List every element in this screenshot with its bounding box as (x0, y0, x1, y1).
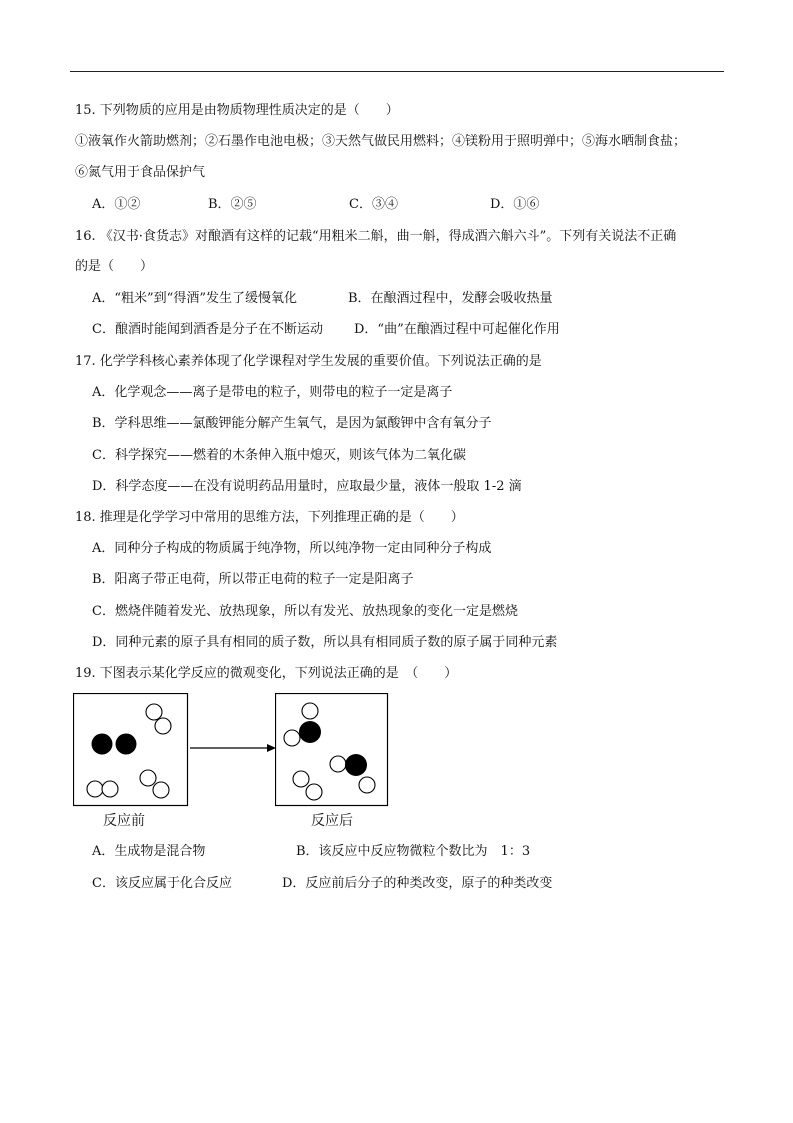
q19-option-c: C．该反应属于化合反应 (92, 876, 232, 891)
header-rule (70, 71, 724, 72)
white-atom (293, 771, 309, 787)
white-atom (140, 770, 156, 786)
q18-option-a: A．同种分子构成的物质属于纯净物，所以纯净物一定由同种分子构成 (92, 541, 492, 556)
white-atom (359, 777, 375, 793)
q17-option-b: B．学科思维——氯酸钾能分解产生氧气，是因为氯酸钾中含有氧分子 (92, 416, 492, 431)
q18-stem: 18. 推理是化学学习中常用的思维方法，下列推理正确的是（ ） (75, 510, 464, 525)
q15-items-line-cont: ⑥氮气用于食品保护气 (75, 165, 206, 180)
q15-option-b: B．②⑤ (208, 197, 257, 212)
white-atom (330, 756, 346, 772)
q15-option-a: A．①② (92, 197, 141, 212)
white-atom (284, 730, 300, 746)
q15-items-line: ①液氧作火箭助燃剂；②石墨作电池电极；③天然气做民用燃料；④镁粉用于照明弹中；⑤海水晒制食盐； (75, 134, 687, 149)
q16-option-a: A．“粗米”到“得酒”发生了缓慢氧化 (92, 291, 297, 306)
q15-stem: 15. 下列物质的应用是由物质物理性质决定的是（ ） (75, 103, 399, 118)
q19-option-b: B．该反应中反应物微粒个数比为 1：3 (296, 844, 531, 859)
q16-option-b: B．在酿酒过程中，发酵会吸收热量 (348, 291, 553, 306)
black-atom (116, 734, 137, 755)
after-reaction-diagram (275, 693, 389, 807)
white-atom (306, 784, 322, 800)
q19-option-d: D．反应前后分子的种类改变，原子的种类改变 (282, 876, 553, 891)
q15-option-c: C．③④ (349, 197, 398, 212)
black-atom (92, 734, 113, 755)
q18-option-b: B．阳离子带正电荷，所以带正电荷的粒子一定是阳离子 (92, 572, 414, 587)
q17-stem: 17. 化学学科核心素养体现了化学课程对学生发展的重要价值。下列说法正确的是 (75, 354, 542, 369)
q19-option-a: A．生成物是混合物 (92, 844, 206, 859)
white-atom (302, 703, 318, 719)
black-atom (345, 754, 367, 776)
white-atom (87, 781, 103, 797)
white-atom (153, 782, 169, 798)
before-reaction-diagram (73, 693, 189, 807)
q15-option-d: D．①⑥ (490, 197, 540, 212)
reaction-arrow (188, 741, 278, 755)
q16-option-d: D．“曲”在酿酒过程中可起催化作用 (354, 322, 560, 337)
q17-option-c: C．科学探究——燃着的木条伸入瓶中熄灭，则该气体为二氧化碳 (92, 448, 466, 463)
q18-option-d: D．同种元素的原子具有相同的质子数，所以具有相同质子数的原子属于同种元素 (92, 635, 558, 650)
white-atom (155, 718, 171, 734)
q17-option-d: D．科学态度——在没有说明药品用量时，应取最少量，液体一般取 1-2 滴 (92, 479, 522, 494)
q16-stem-cont: 的是（ ） (75, 259, 154, 274)
caption-after: 反应后 (311, 813, 353, 829)
black-atom (299, 721, 321, 743)
q19-stem: 19. 下图表示某化学反应的微观变化，下列说法正确的是 （ ） (75, 666, 458, 681)
white-atom (102, 781, 118, 797)
q18-option-c: C．燃烧伴随着发光、放热现象，所以有发光、放热现象的变化一定是燃烧 (92, 604, 518, 619)
white-atom (146, 704, 162, 720)
caption-before: 反应前 (103, 813, 145, 829)
q17-option-a: A．化学观念——离子是带电的粒子，则带电的粒子一定是离子 (92, 385, 453, 400)
q16-stem: 16. 《汉书·食货志》对酿酒有这样的记载“用粗米二斛，曲一斛，得成酒六斛六斗”。下列有关说法不正确 (75, 229, 677, 244)
q16-option-c: C．酿酒时能闻到酒香是分子在不断运动 (92, 322, 323, 337)
